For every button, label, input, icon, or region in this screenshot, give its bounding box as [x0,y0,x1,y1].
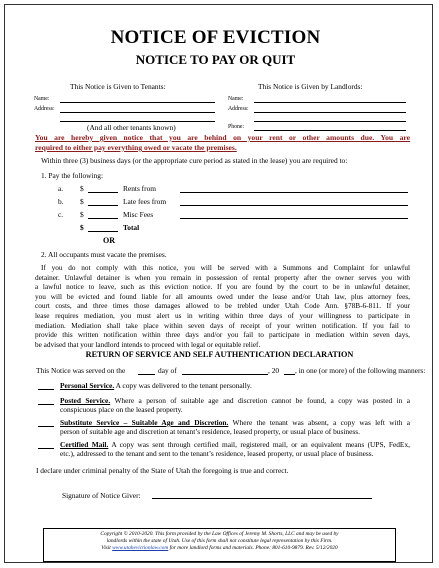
item-c-dollar: $ [80,210,84,219]
copyright-footer [43,528,396,562]
page-title: NOTICE OF EVICTION [110,27,321,48]
served-text-a: This Notice was served on the [36,366,126,375]
served-year-field[interactable] [284,374,295,375]
item-b-label: Late fees from [123,197,167,206]
posted-service-desc-2: conspicuous place on the leased property. [60,405,183,414]
personal-service-title: Personal Service. [60,381,115,390]
landlord-phone-label: Phone: [228,124,245,130]
substitute-service-text [60,418,410,427]
body-line: detainer. Unlawful detainer is when you remain in possession of rental property after the owner serves you with [35,273,410,282]
served-text-b: day of [158,366,177,375]
footer-line-2: landlords within the state of Utah. Use of this form shall not constitute legal representation by this Firm. [106,538,333,544]
item-b-dollar: $ [80,197,84,206]
tenant-name-label: Name: [34,96,50,102]
tenant-address-field-2[interactable] [60,121,215,122]
landlords-header: This Notice is Given by Landlords: [258,82,363,91]
item-a-amount-field[interactable] [88,192,118,193]
personal-service-text [60,381,252,390]
tenant-name-field[interactable] [60,102,215,103]
website-link[interactable]: www.utahevictionlaw.com [112,545,169,551]
landlord-address-field[interactable] [254,112,406,113]
served-text-c: , 20 [268,366,280,375]
substitute-service-desc: Where the tenant was absent, a copy was left with a [232,418,410,427]
landlord-name-field[interactable] [254,102,406,103]
item-b-letter: b. [58,197,64,206]
page-subtitle: NOTICE TO PAY OR QUIT [135,52,296,67]
vacate-text: 2. All occupants must vacate the premises. [41,250,167,259]
warning-line-2: required to either pay everything owed or vacate the premises. [35,143,237,152]
signature-label: Signature of Notice Giver: [62,491,141,500]
other-tenants-note: (And all other tenants known) [87,123,176,132]
footer-visit-text: Visit [101,545,111,551]
body-line: a lawful notice to leave, such as this eviction notice. If you are found by the court to be in unlawful detainer, [35,283,410,292]
certified-mail-desc: A copy was sent through certified mail, registered mail, or an equivalent means (UPS, FedEx, [111,440,410,449]
total-label: Total [123,223,140,232]
served-day-field[interactable] [138,374,155,375]
landlord-address-field-2[interactable] [254,121,406,122]
substitute-service-checkbox[interactable] [38,426,54,427]
item-b-amount-field[interactable] [88,205,118,206]
personal-service-desc: A copy was delivered to the tenant personally. [115,381,252,390]
body-line: lease requires mediation, you must alert us in writing within three days of your willingness to participate in [35,311,410,320]
tenant-address-field[interactable] [60,112,215,113]
pay-following: 1. Pay the following: [41,171,103,180]
substitute-service-title: Substitute Service – Suitable Age and Discretion. [60,418,229,427]
landlord-address-label: Address: [228,106,249,112]
item-a-period-field[interactable] [180,192,408,193]
body-line: be advised that your landlord intends to proceed with legal or equitable relief. [35,340,261,349]
item-a-label: Rents from [123,184,157,193]
tenant-address-label: Address: [34,106,55,112]
body-line: you will be evicted and found liable for all amounts owed under the lease and/or Utah law, plus attorney fees, [35,292,410,301]
certified-mail-checkbox[interactable] [38,448,54,449]
declaration-text: I declare under criminal penalty of the State of Utah the foregoing is true and correct. [36,466,289,475]
posted-service-title: Posted Service. [60,396,111,405]
total-amount-field[interactable] [88,231,118,232]
footer-contact-text: for more landlord forms and materials. Phone: 801-610-9879. Rev. 5/12/2020 [169,545,338,551]
personal-service-checkbox[interactable] [38,389,54,390]
footer-line-3 [48,545,391,552]
item-b-period-field[interactable] [180,205,408,206]
item-c-label: Misc Fees [123,210,154,219]
total-dollar: $ [80,223,84,232]
item-a-letter: a. [58,184,64,193]
within-text: Within three (3) business days (or the appropriate cure period as stated in the lease) you are required to: [41,156,348,165]
signature-field[interactable] [152,498,372,499]
served-text-d: , in one (or more) of the following manners: [295,366,426,375]
body-line: provide this written notification within three days and/or you fail to participate in mediation within seven days, [35,331,410,340]
item-a-dollar: $ [80,184,84,193]
or-separator: OR [103,236,115,245]
footer-line-1: Copyright © 2010-2020. This form provided by the Law Offices of Jeremy M. Shorts, LLC and may be used by [100,531,339,537]
served-month-field[interactable] [182,374,268,375]
body-line: mediation. Mediation shall take place within seven days of receipt of your written notification. If you fail to [35,321,410,330]
tenants-header: This Notice is Given to Tenants: [70,82,166,91]
certified-mail-text [60,440,410,449]
warning-line-1: You are hereby given notice that you are behind on your rent or other amounts due. You are [35,133,410,142]
certified-mail-title: Certified Mail. [60,440,109,449]
posted-service-checkbox[interactable] [38,404,54,405]
landlord-name-label: Name: [228,96,244,102]
certified-mail-desc-2: etc.), addressed to the tenant and sent to the tenant’s residence, leased property, or usual place of business. [60,449,374,458]
return-title: RETURN OF SERVICE AND SELF AUTHENTICATION DECLARATION [85,350,354,359]
substitute-service-desc-2: person of suitable age and discretion at tenant’s residence, leased property, or usual place of business. [60,427,360,436]
posted-service-text [60,396,410,405]
item-c-letter: c. [58,210,64,219]
body-line: court costs, and three times those damages allowed to be trebled under Utah Code Ann. §78B-6-811. If your [35,302,410,311]
body-line: If you do not comply with this notice, you will be served with a Summons and Complaint for unlawful [41,264,410,272]
posted-service-desc: Where a person of suitable age and discretion cannot be found, a copy was posted in a [114,396,410,405]
item-c-amount-field[interactable] [88,218,118,219]
landlord-phone-field[interactable] [254,130,406,131]
body-paragraph [35,264,410,350]
item-c-description-field[interactable] [180,218,408,219]
